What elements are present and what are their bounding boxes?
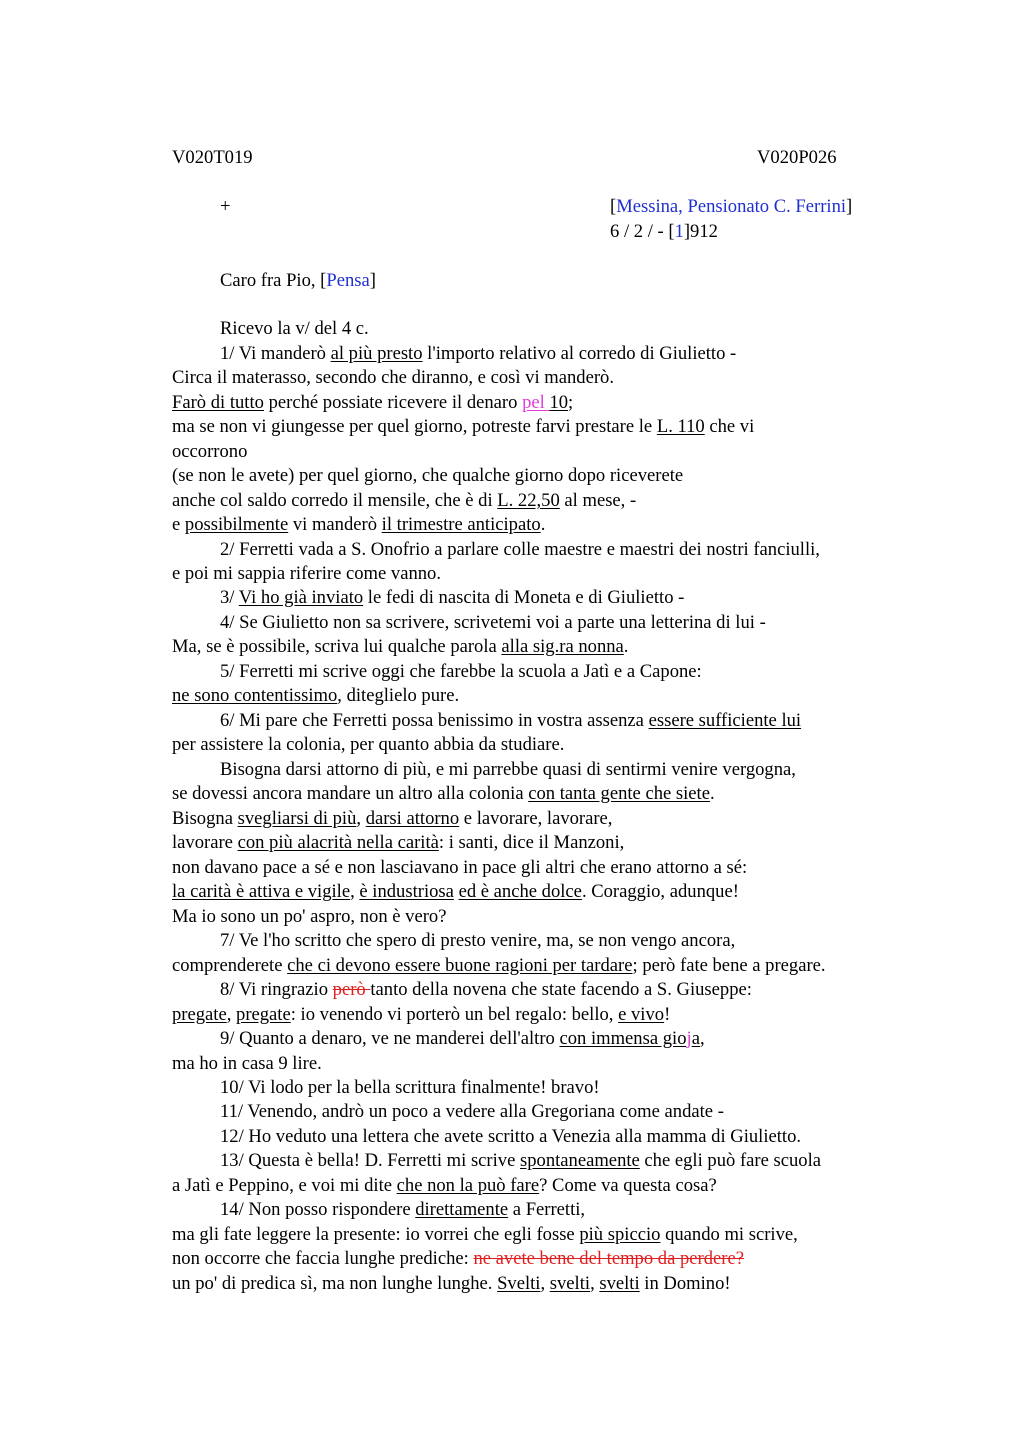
text-run: . xyxy=(709,783,715,804)
body-line: ma ho in casa 9 lire. xyxy=(172,1053,322,1074)
body-line xyxy=(172,954,826,978)
body-line xyxy=(172,880,739,904)
text-run: lavorare xyxy=(172,832,238,853)
text-run: e xyxy=(172,514,185,535)
text-run: 3/ xyxy=(220,587,239,608)
struck-word: però xyxy=(332,979,371,1000)
salutation-text: ] xyxy=(369,270,376,291)
text-run: , xyxy=(356,808,366,829)
text-run: 14/ Non posso rispondere xyxy=(220,1199,416,1220)
text-run: ? Come va questa cosa? xyxy=(539,1175,717,1196)
text-run: ; però fate bene a pregare. xyxy=(632,955,826,976)
body-line xyxy=(172,1003,670,1027)
text-run: che egli può fare scuola xyxy=(639,1150,821,1171)
left-code: V020T019 xyxy=(172,147,253,168)
body-line xyxy=(172,1272,731,1296)
body-line xyxy=(220,709,801,733)
text-run: 1/ Vi manderò xyxy=(220,343,331,364)
struck-phrase: ne avete bene del tempo da perdere? xyxy=(473,1248,744,1269)
text-run: , xyxy=(590,1273,600,1294)
body-line: 7/ Ve l'ho scritto che spero di presto venire, ma, se non vengo ancora, xyxy=(220,930,736,951)
salutation-text: Caro fra Pio, [ xyxy=(220,270,327,291)
underlined-text: la carità è attiva e vigile xyxy=(172,881,351,902)
underlined-text: svelti xyxy=(599,1273,640,1294)
text-run: ! xyxy=(664,1004,671,1025)
salutation xyxy=(220,269,376,293)
text-run: a Jatì e Peppino, e voi mi dite xyxy=(172,1175,397,1196)
date-correction: 1 xyxy=(674,221,684,242)
text-run: , xyxy=(226,1004,237,1025)
body-line xyxy=(172,831,624,855)
text-run: ma se non vi giungesse per quel giorno, potreste farvi prestare le xyxy=(172,416,657,437)
text-run: perché possiate ricevere il denaro xyxy=(263,392,523,413)
underlined-text: svegliarsi di più xyxy=(237,808,357,829)
underlined-text: con tanta gente che siete xyxy=(528,783,710,804)
underlined-text: alla sig.ra nonna xyxy=(501,636,624,657)
underlined-text: pregate xyxy=(172,1004,227,1025)
text-run: 13/ Questa è bella! D. Ferretti mi scrive xyxy=(220,1150,520,1171)
date-part: 6 / 2 / - [ xyxy=(610,221,675,242)
body-line: non davano pace a sé e non lasciavano in pace gli altri che erano attorno a sé: xyxy=(172,857,748,878)
body-line: 2/ Ferretti vada a S. Onofrio a parlare colle maestre e maestri dei nostri fanciulli, xyxy=(220,539,820,560)
body-line xyxy=(220,1149,821,1173)
underlined-text: con più alacrità nella carità xyxy=(237,832,439,853)
text-run: non occorre che faccia lunghe prediche: xyxy=(172,1248,474,1269)
body-line: (se non le avete) per quel giorno, che qualche giorno dopo riceverete xyxy=(172,465,684,486)
underlined-text: svelti xyxy=(549,1273,591,1294)
place-name: Messina, Pensionato C. Ferrini xyxy=(616,196,847,217)
text-run: che vi xyxy=(704,416,755,437)
place-line: [Messina, Pensionato C. Ferrini] xyxy=(610,196,853,217)
underlined-text: j xyxy=(686,1028,692,1049)
text-run: al mese, - xyxy=(559,490,637,511)
text-run: anche col saldo corredo il mensile, che è di xyxy=(172,490,498,511)
text-run: : i santi, dice il Manzoni, xyxy=(438,832,625,853)
text-run: vi manderò xyxy=(288,514,382,535)
body-line xyxy=(172,1247,744,1271)
date-part: ]912 xyxy=(683,221,718,242)
body-line xyxy=(172,513,545,537)
underlined-text: pel xyxy=(522,392,550,413)
body-line xyxy=(172,1223,798,1247)
underlined-text: più spiccio xyxy=(579,1224,661,1245)
body-line: 12/ Ho veduto una lettera che avete scritto a Venezia alla mamma di Giulietto. xyxy=(220,1126,802,1147)
underlined-text: che non la può fare xyxy=(396,1175,540,1196)
text-run: . xyxy=(540,514,546,535)
underlined-text: pregate xyxy=(236,1004,291,1025)
text-run: Ma, se è possibile, scriva lui qualche parola xyxy=(172,636,502,657)
body-line xyxy=(220,1027,705,1051)
text-run: , diteglielo pure. xyxy=(337,685,460,706)
body-line xyxy=(220,1198,585,1222)
text-run: . Coraggio, adunque! xyxy=(581,881,739,902)
body-line xyxy=(172,684,459,708)
body-line: occorrono xyxy=(172,441,248,462)
body-line: e poi mi sappia riferire come vanno. xyxy=(172,563,441,584)
body-line: 11/ Venendo, andrò un poco a vedere alla Gregoriana come andate - xyxy=(220,1101,724,1122)
underlined-text: il trimestre anticipato xyxy=(381,514,541,535)
underlined-text: Farò di tutto xyxy=(172,392,264,413)
text-run: 6/ Mi pare che Ferretti possa benissimo in vostra assenza xyxy=(220,710,649,731)
text-run: se dovessi ancora mandare un altro alla colonia xyxy=(172,783,529,804)
text-run: a Ferretti, xyxy=(508,1199,586,1220)
underlined-text: 10 xyxy=(549,392,569,413)
text-run: un po' di predica sì, ma non lunghe lunghe. xyxy=(172,1273,498,1294)
body-line xyxy=(172,415,754,439)
underlined-text: ed è anche dolce xyxy=(458,881,582,902)
text-run: : io venendo vi porterò un bel regalo: bello, xyxy=(290,1004,619,1025)
underlined-text: Vi ho già inviato xyxy=(238,587,364,608)
text-run: . xyxy=(623,636,629,657)
underlined-text: ne sono contentissimo xyxy=(172,685,338,706)
cross-mark: + xyxy=(220,196,231,217)
body-line: Circa il materasso, secondo che diranno, e così vi manderò. xyxy=(172,367,614,388)
underlined-text: e vivo xyxy=(618,1004,665,1025)
text-run: , xyxy=(350,881,360,902)
text-run: , xyxy=(540,1273,550,1294)
text-run: ; xyxy=(568,392,574,413)
text-run: 8/ Vi ringrazio xyxy=(220,979,333,1000)
underlined-text: direttamente xyxy=(415,1199,509,1220)
text-run: in Domino! xyxy=(639,1273,731,1294)
text-run: Bisogna xyxy=(172,808,238,829)
body-line: 5/ Ferretti mi scrive oggi che farebbe la scuola a Jatì e a Capone: xyxy=(220,661,702,682)
body-line xyxy=(172,391,573,415)
text-run: l'importo relativo al corredo di Giulietto - xyxy=(422,343,737,364)
text-run: quando mi scrive, xyxy=(660,1224,798,1245)
salutation-surname: Pensa xyxy=(326,270,370,291)
underlined-text: che ci devono essere buone ragioni per tardare xyxy=(287,955,633,976)
text-run: le fedi di nascita di Moneta e di Giulietto - xyxy=(363,587,685,608)
body-line xyxy=(220,978,752,1002)
text-run: ma gli fate leggere la presente: io vorrei che egli fosse xyxy=(172,1224,580,1245)
underlined-text: possibilmente xyxy=(184,514,289,535)
underlined-text: Svelti xyxy=(497,1273,541,1294)
text-run: tanto della novena che state facendo a S. Giuseppe: xyxy=(370,979,752,1000)
body-line xyxy=(172,1174,717,1198)
underlined-text: essere sufficiente lui xyxy=(648,710,802,731)
body-line xyxy=(172,635,628,659)
underlined-text: spontaneamente xyxy=(520,1150,640,1171)
underlined-text: al più presto xyxy=(330,343,423,364)
date-line xyxy=(610,220,718,244)
text-run: 9/ Quanto a denaro, ve ne manderei dell'altro xyxy=(220,1028,560,1049)
body-line: 10/ Vi lodo per la bella scrittura finalmente! bravo! xyxy=(220,1077,600,1098)
text-run: , xyxy=(699,1028,705,1049)
body-line xyxy=(172,489,636,513)
body-line: 4/ Se Giulietto non sa scrivere, scrivetemi voi a parte una letterina di lui - xyxy=(220,612,766,633)
underlined-text: è industriosa xyxy=(359,881,454,902)
body-line xyxy=(220,586,684,610)
body-line xyxy=(172,782,715,806)
text-run: e lavorare, lavorare, xyxy=(459,808,613,829)
right-code: V020P026 xyxy=(757,147,837,168)
underlined-text: L. 110 xyxy=(656,416,705,437)
body-line xyxy=(172,807,612,831)
underlined-text: darsi attorno xyxy=(365,808,460,829)
underlined-text: con immensa gio xyxy=(559,1028,687,1049)
body-line xyxy=(220,342,736,366)
body-line: Ricevo la v/ del 4 c. xyxy=(220,318,369,339)
underlined-text: L. 22,50 xyxy=(497,490,560,511)
body-line: Bisogna darsi attorno di più, e mi parrebbe quasi di sentirmi venire vergogna, xyxy=(220,759,796,780)
underlined-text: a xyxy=(691,1028,700,1049)
body-line: Ma io sono un po' aspro, non è vero? xyxy=(172,906,447,927)
text-run: comprenderete xyxy=(172,955,288,976)
body-line: per assistere la colonia, per quanto abbia da studiare. xyxy=(172,734,565,755)
